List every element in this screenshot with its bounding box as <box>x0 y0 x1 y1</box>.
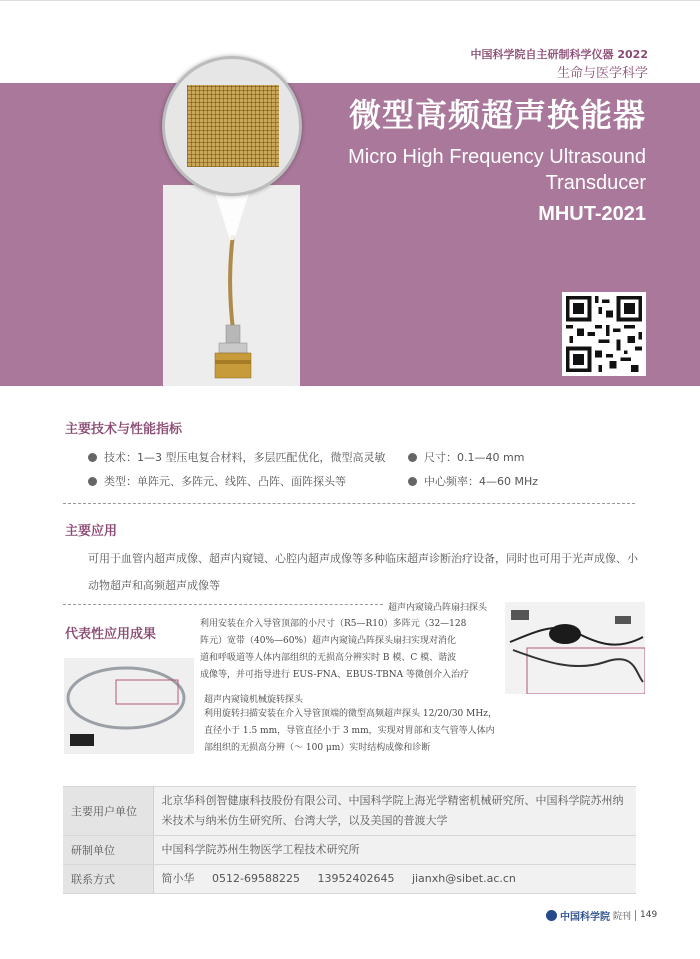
users-value: 北京华科创智健康科技股份有限公司、中国科学院上海光学精密机械研究所、中国科学院苏州纳米技术与纳米仿生研究所、台湾大学，以及美国的普渡大学 <box>153 787 636 836</box>
qr-code[interactable] <box>562 292 646 376</box>
contact-name: 简小华 <box>161 872 195 885</box>
journal-logo-text: 中国科学院 <box>560 911 610 923</box>
bullet-icon <box>88 453 97 462</box>
title-en-line2: Transducer <box>545 172 646 194</box>
magnifier-beam <box>214 190 250 240</box>
table-row <box>63 865 636 894</box>
convex-probe-description: 利用安装在介入导管顶部的小尺寸（R5—R10）多阵元（32—128 阵元）宽带（40%—60%）超声内窥镜凸阵探头扇扫实现对消化 道和呼吸道等人体内部组织的无损高分辨实时 B 模、C 模、谐波 成像等，并可指导进行 EUS-FNA、EBUS-TBNA 等微创介入治疗 <box>200 619 470 680</box>
page-footer <box>546 907 657 923</box>
rotary-probe-description: 利用旋转扫描安装在介入导管顶端的微型高频超声探头 12/20/30 MHz， 直径小于 1.5 mm，导管直径小于 3 mm，实现对胃部和支气管等人体内 部组织的无损高分辨（～ 100 μm）实时结构成像和诊断 <box>204 709 497 753</box>
info-table <box>63 786 636 894</box>
table-row <box>63 787 636 836</box>
top-rule <box>0 0 700 1</box>
rotary-probe-photo <box>64 658 194 754</box>
divider <box>63 604 383 605</box>
magnifier-lens <box>162 56 302 196</box>
category-label: 生命与医学科学 <box>556 66 648 81</box>
table-row <box>63 836 636 865</box>
contact-mobile[interactable]: 13952402645 <box>317 872 395 885</box>
contact-label: 联系方式 <box>63 865 153 894</box>
rotary-probe-illustration <box>64 658 194 754</box>
applications-text: 可用于血管内超声成像、超声内窥镜、心腔内超声成像等多种临床超声诊断治疗设备，同时也可用于光声成像、小动物超声和高频超声成像等 <box>88 552 638 592</box>
footer-separator <box>635 910 636 921</box>
contact-value <box>153 865 636 894</box>
cas-logo-icon <box>546 910 557 921</box>
page-number: 149 <box>640 910 658 920</box>
spec-item: 尺寸：0.1—40 mm <box>408 449 524 465</box>
spec-item: 中心频率：4—60 MHz <box>408 473 538 489</box>
applications-title: 主要应用 <box>65 524 118 539</box>
spec-item: 技术：1—3 型压电复合材料，多层匹配优化，微型高灵敏 <box>88 449 386 465</box>
users-label: 主要用户单位 <box>63 787 153 836</box>
representative-title: 代表性应用成果 <box>65 627 157 642</box>
series-label: 中国科学院自主研制科学仪器 2022 <box>470 48 648 61</box>
caption-convex-probe: 超声内窥镜凸阵扇扫探头 <box>388 603 488 613</box>
bullet-icon <box>88 477 97 486</box>
qr-code-icon <box>566 296 642 372</box>
bullet-icon <box>408 477 417 486</box>
bullet-icon <box>408 453 417 462</box>
convex-probe-illustration <box>505 602 645 694</box>
title-cn: 微型高频超声换能器 <box>348 96 646 134</box>
spec-item: 类型：单阵元、多阵元、线阵、凸阵、面阵探头等 <box>88 473 346 489</box>
convex-probe-photo <box>505 602 645 694</box>
title-en-line1: Micro High Frequency Ultrasound <box>348 146 646 168</box>
divider <box>63 503 635 504</box>
developer-label: 研制单位 <box>63 836 153 865</box>
contact-email[interactable]: jianxh@sibet.ac.cn <box>411 872 516 885</box>
developer-value: 中国科学院苏州生物医学工程技术研究所 <box>153 836 636 865</box>
specs-title: 主要技术与性能指标 <box>65 422 183 437</box>
journal-name: 院刊 <box>613 911 632 922</box>
transducer-array-closeup <box>187 85 279 167</box>
contact-phone[interactable]: 0512-69588225 <box>212 872 300 885</box>
model-number: MHUT-2021 <box>538 203 646 225</box>
caption-rotary-probe: 超声内窥镜机械旋转探头 <box>204 695 304 705</box>
